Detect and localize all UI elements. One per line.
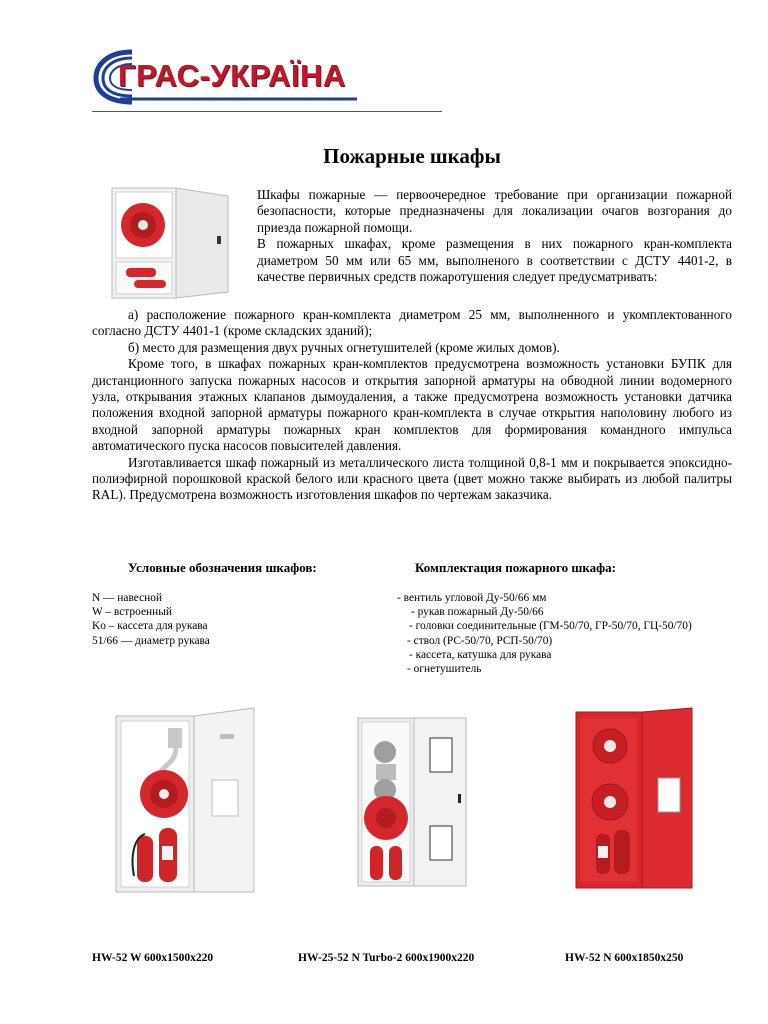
product-image-hw2552n [352,712,477,892]
intro-paragraph: В пожарных шкафах, кроме размещения в них пожарного кран-комплекта диаметром 50 мм или 65 мм, выполненого в соответствии с ДСТУ 4401-2, в качестве первичных средств пожаротушения следует предусматривать: [257,236,732,285]
intro-paragraph: Шкафы пожарные — первоочередное требование при организации пожарной безопасности, которые предназначены для локализации очагов возгорания до приезда пожарной помощи. [257,187,732,235]
product-image-hw52n [572,706,702,892]
page-title: Пожарные шкафы [323,144,501,168]
kit-item: - головки соединительные (ГМ-50/70, ГР-50/70, ГЦ-50/70) [409,620,692,633]
kit-item: - рукав пожарный Ду-50/66 [411,606,544,619]
product-image-hw52w [104,706,274,898]
body-paragraph: б) место для размещения двух ручных огнетушителей (кроме жилых домов). [128,339,560,355]
product-caption: HW-25-52 N Turbo-2 600х1900х220 [298,952,475,964]
body-paragraph: а) расположение пожарного кран-комплекта диаметром 25 мм, выполненного и укомплектованного согласно ДСТУ 4401-1 (кроме складских зданий); [92,307,732,339]
kit-item: - вентиль угловой Ду-50/66 мм [397,592,547,604]
legend-list [92,591,210,648]
kit-item: - огнетушитель [407,663,482,676]
cabinet-thumbnail-image [96,184,246,302]
intro-text [257,187,732,285]
legend-item: Kо – кассета для рукава [92,620,208,633]
legend-heading: Условные обозначения шкафов: [128,560,317,575]
header-divider [92,111,442,112]
body-text [92,307,732,504]
legend-item: W – встроенный [92,606,172,619]
product-caption: HW-52 W 600х1500х220 [92,952,214,964]
legend-item: 51/66 — диаметр рукава [92,634,210,647]
legend-item: N — навесной [92,592,163,604]
body-paragraph: Кроме того, в шкафах пожарных кран-комплектов предусмотрена возможность установки БУПК для дистанционного запуска пожарных насосов и открытия запорной арматуры на обводной линии водомерного узла, открывания этажных клапанов дымоудаления, а также предусмотрена возможность установки датчика положения входной запорной арматуры пожарного кран-комплекта в случае открытия наполовину любого из входной запорной арматуры пожарных кран комплектов для формирования командного импульса автоматического пуска насосов повысителей давления. [92,356,732,454]
kit-list [395,591,692,676]
product-caption: HW-52 N 600х1850х250 [565,952,684,964]
body-paragraph: Изготавливается шкаф пожарный из металлического листа толщиной 0,8-1 мм и покрывается эпоксидно-полиэфирной порошковой краской белого или красного цвета (цвет можно также выбирать из любой палитры RAL). Предусмотрена возможность изготовления шкафов по чертежам заказчика. [92,454,732,503]
kit-heading: Комплектация пожарного шкафа: [415,560,616,575]
kit-item: - ствол (РС-50/70, РСП-50/70) [407,634,553,647]
logo-text: ГРАС-УКРАЇНА [118,58,346,93]
kit-item: - кассета, катушка для рукава [409,648,552,661]
